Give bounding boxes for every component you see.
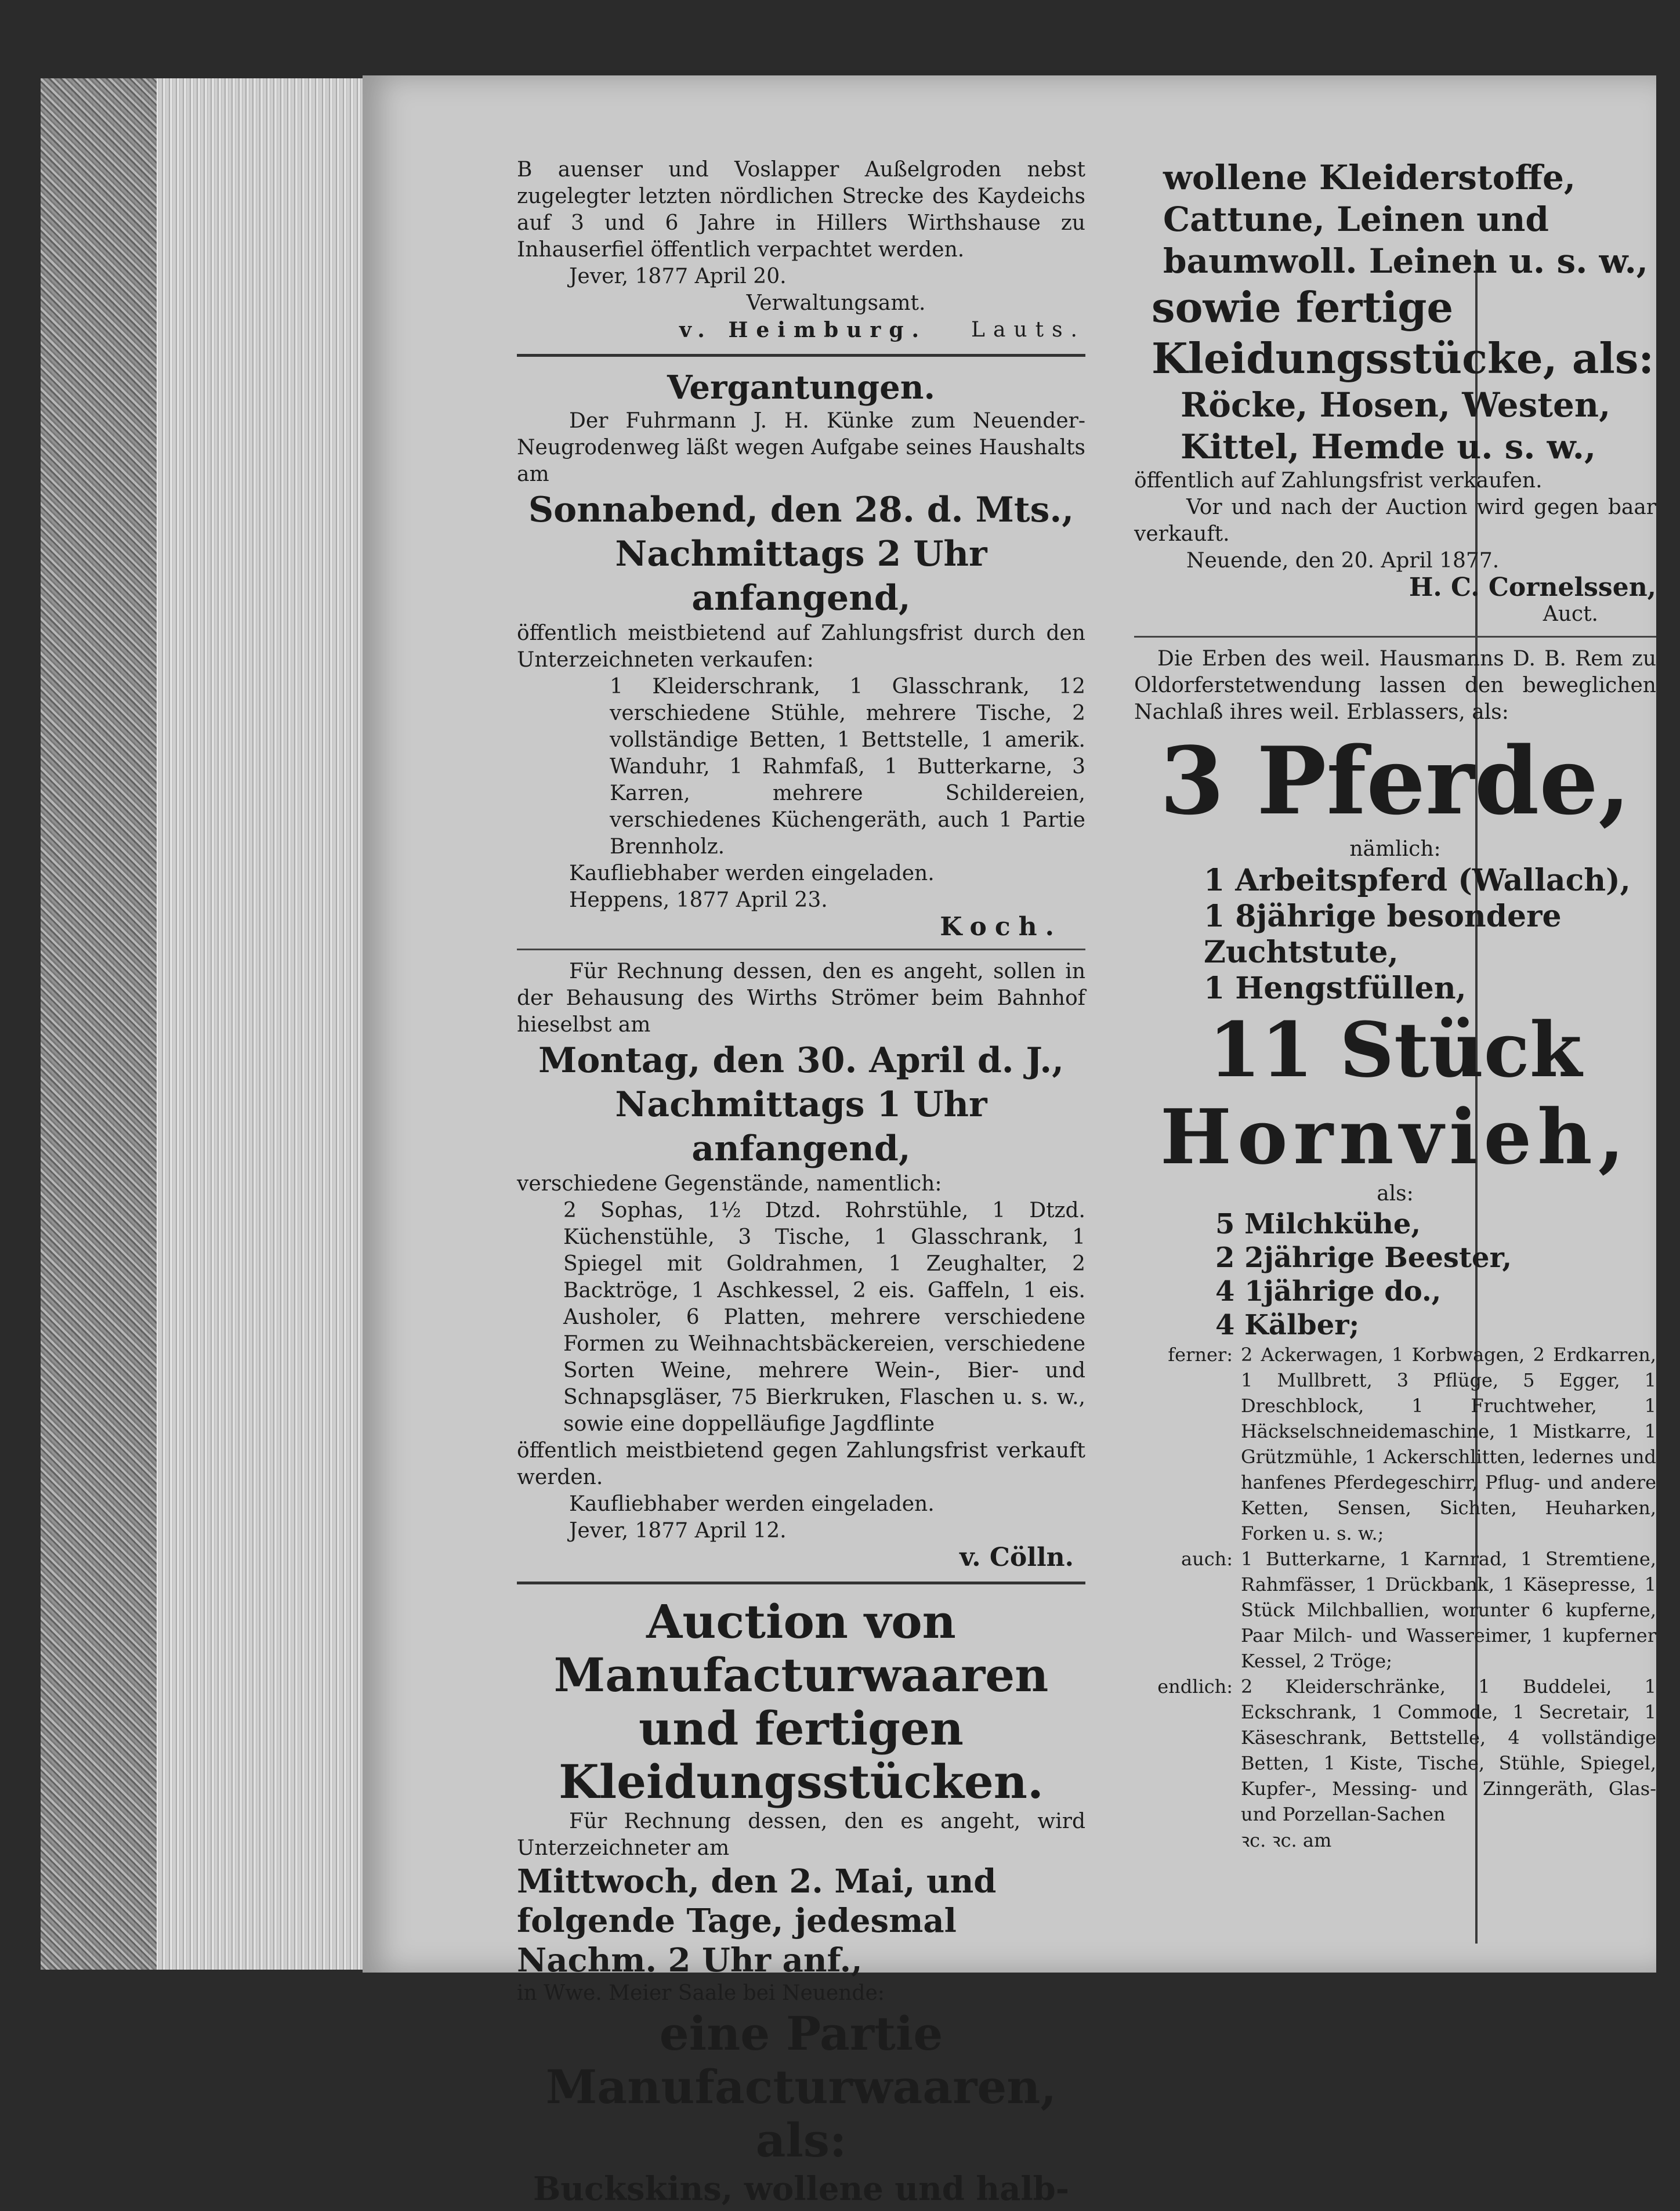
heirs-cattle-count: 11 Stück — [1208, 1005, 1582, 1094]
lease-signer: v. Heimburg. — [679, 318, 928, 342]
auction-goods: eine Partie Manufacturwaaren, als: — [545, 2006, 1057, 2167]
vergantungen-heading: Vergantungen. — [667, 368, 935, 407]
cattle-item: 4 Kälber; — [1215, 1309, 1360, 1341]
cattle-item: 2 2jährige Beester, — [1215, 1242, 1512, 1274]
right-cont-2: sowie fertige Kleidungsstücke, als: — [1152, 283, 1654, 383]
stroemer-sale: öffentlich meistbietend gegen Zahlungsfrist verkauft werden. — [517, 1439, 1085, 1489]
vergantungen-signer: Koch. — [940, 912, 1062, 942]
cattle-item: 5 Milchkühe, — [1215, 1208, 1421, 1240]
right-note: Vor und nach der Auction wird gegen baar verkauft. — [1134, 495, 1656, 546]
heirs-horses: 3 Pferde, — [1160, 726, 1631, 835]
section-rule — [1134, 636, 1656, 638]
vergantungen-intro: Der Fuhrmann J. H. Künke zum Neuender-Neugrodenweg läßt wegen Aufgabe seines Haushalts am — [517, 409, 1085, 486]
stroemer-items: 2 Sophas, 1½ Dtzd. Rohrstühle, 1 Dtzd. Küchenstühle, 3 Tische, 1 Glasschrank, 1 Spiegel mit Goldrahmen, 1 Zeughalter, 2 Backtröge, 1 Aschkessel, 2 eis. Gaffeln, 1 eis. Ausholer, 6 Platten, mehrere verschiedene Formen zu Weihnachtsbäckereien, verschiedene Sorten Weine, mehrere Wein-, Bier- und Schnapsgläser, 75 Bierkruken, Flaschen u. s. w., sowie eine doppelläufige Jagdflinte — [563, 1199, 1085, 1436]
stroemer-invite: Kaufliebhaber werden eingeladen. — [569, 1492, 935, 1516]
vergantungen-sale: öffentlich meistbietend auf Zahlungsfrist durch den Unterzeichneten verkaufen: — [517, 621, 1085, 672]
right-cont-1: wollene Kleiderstoffe, Cattune, Leinen und baumwoll. Leinen u. s. w., — [1163, 158, 1648, 281]
horse-item: 1 Arbeitspferd (Wallach), — [1204, 863, 1631, 898]
stroemer-date: Montag, den 30. April d. J., — [538, 1040, 1065, 1081]
book-cover-edge — [41, 78, 157, 1970]
lease-signer-2: Lauts. — [971, 318, 1085, 342]
lease-place-date: Jever, 1877 April 20. — [569, 265, 787, 288]
stroemer-lead: verschiedene Gegenstände, namentlich: — [517, 1172, 942, 1196]
ferner-items: 2 Ackerwagen, 1 Korbwagen, 2 Erdkarren, 1 Mullbrett, 3 Pflüge, 5 Egger, 1 Dreschblock, 1 Fruchtweher, 1 Häckselschneidemaschine, 1 Mistkarre, 1 Grützmühle, 1 Ackerschlitten, ledernes und hanfenes Pferdegeschirr, Pflug- und andere Ketten, Sensen, Sichten, Heuharken, Forken u. s. w.; — [1241, 1344, 1656, 1544]
auction-intro: Für Rechnung dessen, den es angeht, wird Unterzeichneter am — [517, 1810, 1085, 1860]
right-sale: öffentlich auf Zahlungsfrist verkaufen. — [1134, 469, 1543, 493]
auch-items: 1 Butterkarne, 1 Karnrad, 1 Stremtiene, Rahmfässer, 1 Drückbank, 1 Käsepresse, 1 Stück Milchballien, worunter 6 kupferne, Paar Milch- und Wassereimer, 1 kupferner Kessel, 2 Tröge; — [1241, 1548, 1656, 1672]
stroemer-intro: Für Rechnung dessen, den es angeht, sollen in der Behausung des Wirths Strömer beim Bahnhof hieselbst am — [517, 960, 1085, 1037]
left-column-inner — [517, 157, 1085, 2211]
auction-date: Mittwoch, den 2. Mai, und folgende Tage, jedesmal Nachm. 2 Uhr anf., — [517, 1862, 997, 1980]
heirs-tail: ꝛc. ꝛc. am — [1241, 1829, 1332, 1851]
lease-office: Verwaltungsamt. — [746, 291, 926, 315]
heirs-endlich — [1134, 1674, 1656, 1827]
auction-place: in Wwe. Meier Saale bei Neuende: — [517, 1981, 885, 2005]
heirs-als: als: — [1377, 1182, 1414, 1206]
stroemer-signer: v. Cölln. — [960, 1543, 1074, 1572]
right-signer: H. C. Cornelssen, — [1409, 573, 1656, 602]
ferner-label: ferner: — [1168, 1344, 1233, 1366]
heirs-ferner — [1134, 1342, 1656, 1546]
horse-item: 1 8jährige besondere Zuchtstute, — [1204, 899, 1562, 970]
auction-goods-2: Buckskins, wollene und halb- — [533, 2170, 1070, 2208]
right-column — [1134, 157, 1656, 1854]
heirs-auch — [1134, 1546, 1656, 1674]
right-cont-3: Röcke, Hosen, Westen, Kittel, Hemde u. s. w., — [1181, 385, 1611, 466]
heirs-namely: nämlich: — [1349, 837, 1441, 861]
newspaper-page — [363, 75, 1656, 2208]
cattle-list — [1134, 1207, 1656, 1342]
vergantungen-date: Sonnabend, den 28. d. Mts., — [528, 490, 1074, 530]
lease-signers — [517, 317, 1085, 343]
horse-list — [1134, 863, 1656, 1007]
vergantungen-items: 1 Kleiderschrank, 1 Glasschrank, 12 verschiedene Stühle, mehrere Tische, 2 vollständige Betten, 1 Bettstelle, 1 amerik. Wanduhr, 1 Rahmfaß, 1 Butterkarne, 3 Karren, mehrere Schildereien, verschiedenes Küchengeräth, auch 1 Partie Brennholz. — [610, 675, 1085, 859]
section-rule — [517, 949, 1085, 950]
auch-label: auch: — [1181, 1548, 1233, 1570]
section-rule — [517, 1582, 1085, 1584]
vergantungen-time: Nachmittags 2 Uhr anfangend, — [615, 534, 987, 618]
stroemer-time: Nachmittags 1 Uhr anfangend, — [615, 1084, 987, 1169]
heirs-intro: Die Erben des weil. Hausmanns D. B. Rem zu Oldorferstetwendung lassen den beweglichen Nachlaß ihres weil. Erblassers, als: — [1134, 647, 1656, 724]
cattle-item: 4 1jährige do., — [1215, 1275, 1442, 1308]
vergantungen-invite: Kaufliebhaber werden eingeladen. — [569, 862, 935, 885]
endlich-label: endlich: — [1157, 1676, 1233, 1698]
vergantungen-place-date: Heppens, 1877 April 23. — [569, 888, 828, 912]
stroemer-place-date: Jever, 1877 April 12. — [569, 1519, 787, 1543]
auction-heading: Auction von Manufacturwaaren und fertigen Kleidungsstücken. — [553, 1594, 1049, 1809]
lease-text: B auenser und Voslapper Außelgroden nebst zugelegter letzten nördlichen Strecke des Kaydeichs auf 3 und 6 Jahre in Hillers Wirthshause zu Inhauserfiel öffentlich verpachtet werden. — [517, 158, 1085, 262]
endlich-items: 2 Kleiderschränke, 1 Buddelei, 1 Eckschrank, 1 Commode, 1 Secretair, 1 Käseschrank, Bettstelle, 4 vollständige Betten, 1 Kiste, Tische, Stühle, Spiegel, Kupfer-, Messing- und Zinngeräth, Glas- und Porzellan-Sachen — [1241, 1676, 1656, 1825]
right-signer-title: Auct. — [1543, 602, 1598, 626]
section-rule — [517, 354, 1085, 357]
horse-item: 1 Hengstfüllen, — [1204, 971, 1467, 1006]
right-place-date: Neuende, den 20. April 1877. — [1186, 549, 1500, 573]
heirs-cattle: Hornvieh, — [1160, 1092, 1630, 1181]
